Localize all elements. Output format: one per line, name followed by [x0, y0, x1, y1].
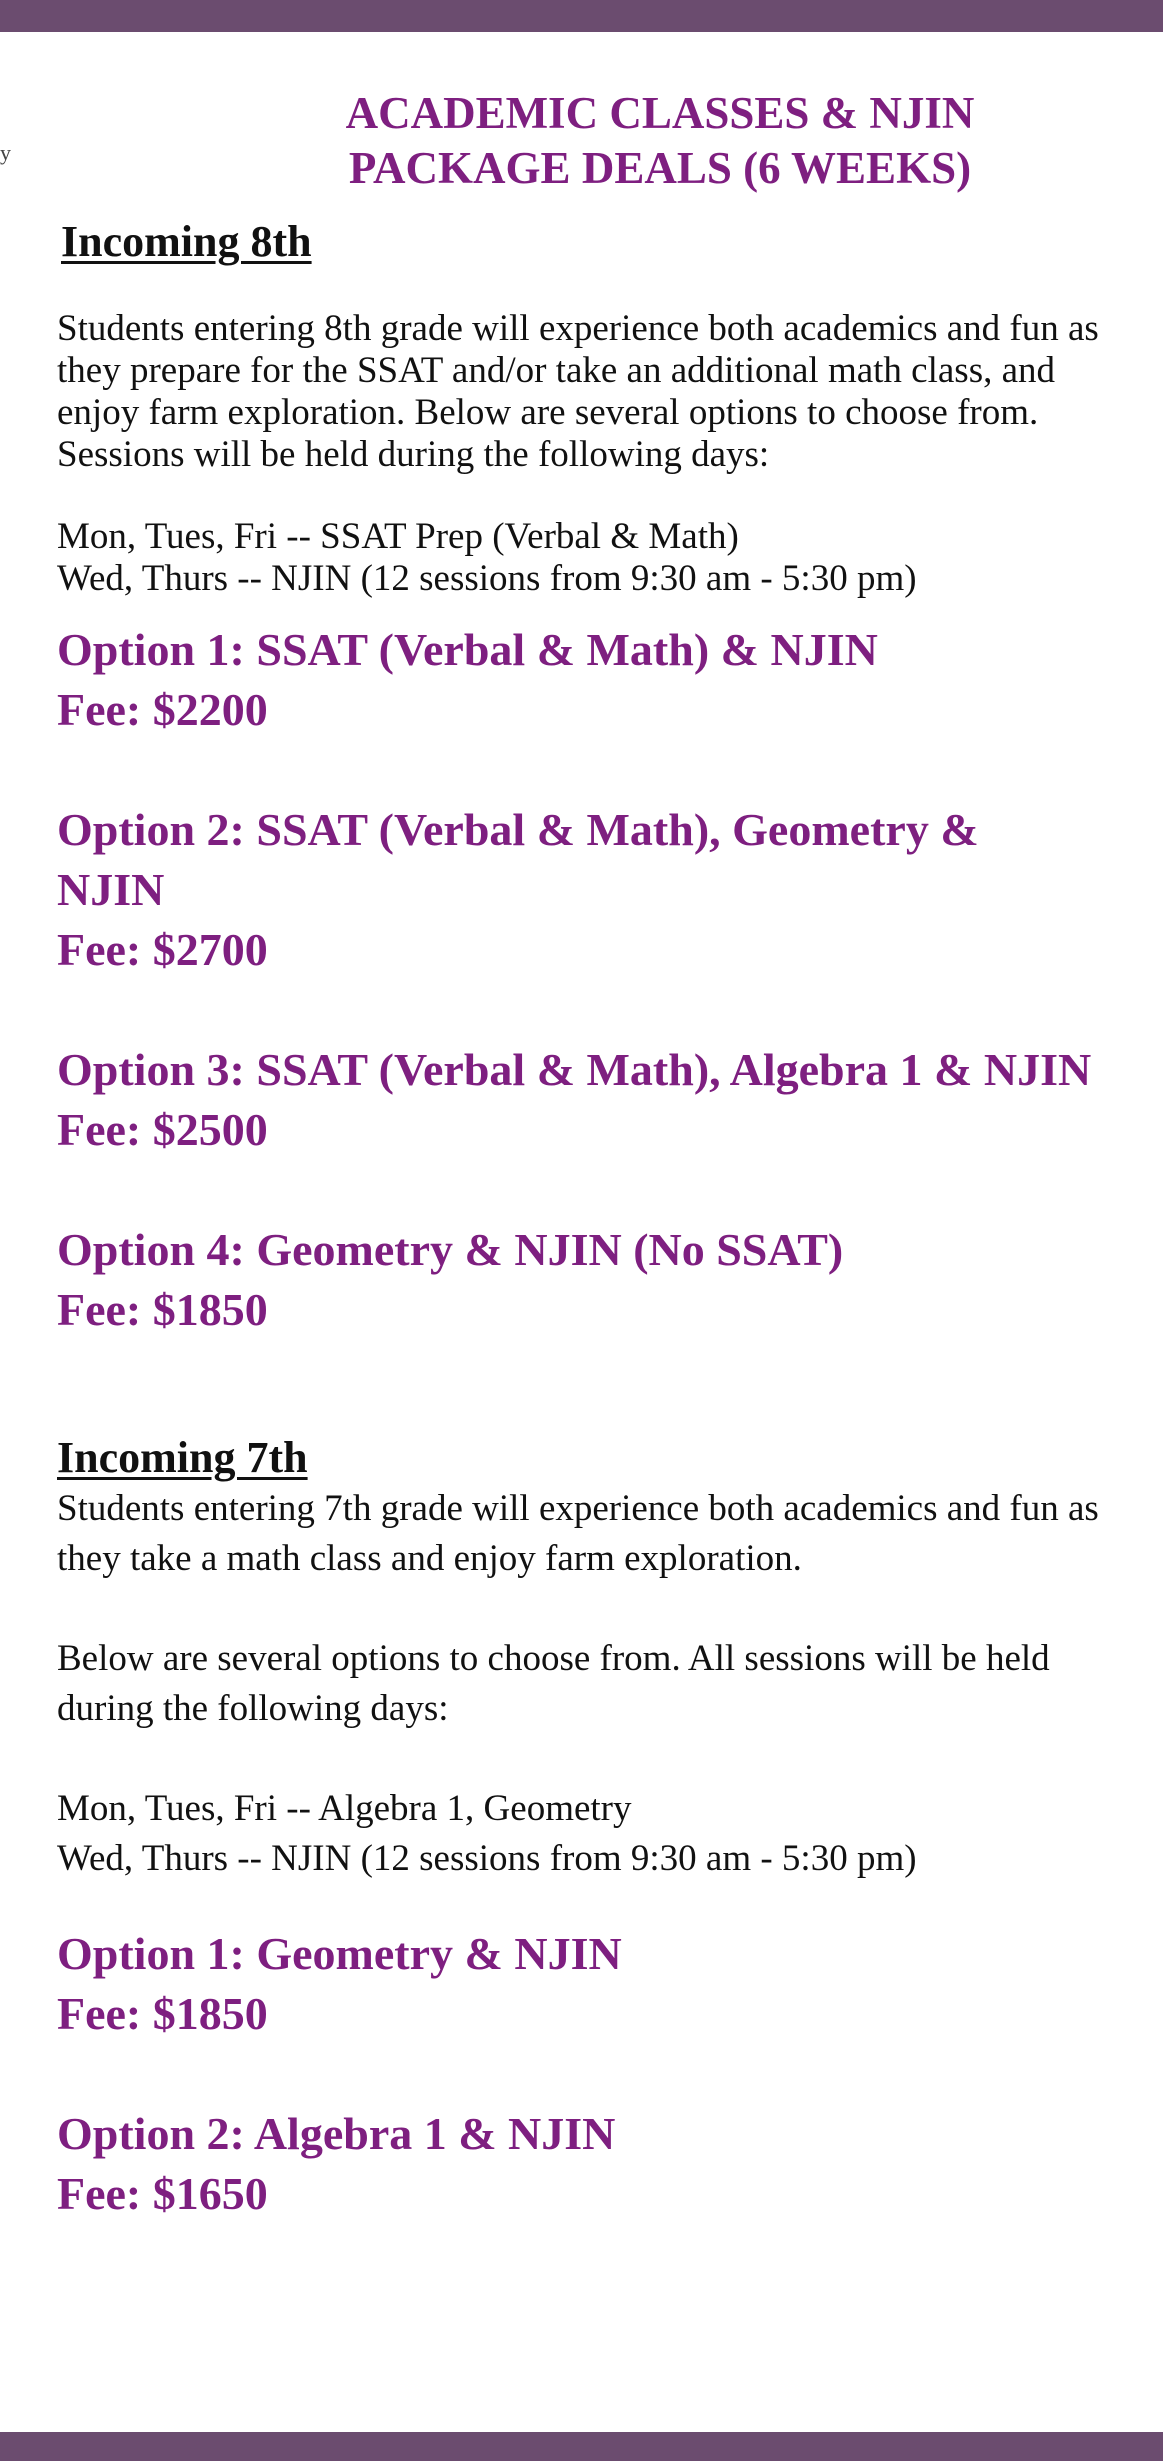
option-name: Option 2: Algebra 1 & NJIN [57, 2108, 616, 2159]
page-title-line-1: ACADEMIC CLASSES & NJIN [345, 88, 975, 138]
grade7-schedule-line-2: Wed, Thurs -- NJIN (12 sessions from 9:30 am - 5:30 pm) [57, 1838, 917, 1879]
option-name: Option 3: SSAT (Verbal & Math), Algebra 1 & NJIN [57, 1044, 1092, 1095]
option-fee: Fee: $1850 [57, 1988, 268, 2039]
grade8-description: Students entering 8th grade will experience both academics and fun as they prepare for the SSAT and/or take an additional math class, and enjoy farm exploration. Below are several options to choose from. Sessions will be held during the following days: [57, 308, 1099, 475]
grade7-option-1 [57, 1924, 1127, 2044]
section-heading-8th: Incoming 8th [61, 217, 312, 266]
grade8-option-4 [57, 1220, 1127, 1340]
grade7-schedule-line-1: Mon, Tues, Fri -- Algebra 1, Geometry [57, 1788, 632, 1829]
grade7-option-2 [57, 2104, 1127, 2224]
grade7-description-2: Below are several options to choose from. All sessions will be held during the following days: [57, 1638, 1050, 1729]
page-title [300, 86, 1020, 196]
edge-mark: y [0, 140, 11, 165]
option-fee: Fee: $2500 [57, 1104, 268, 1155]
option-fee: Fee: $2700 [57, 924, 268, 975]
page-title-line-2: PACKAGE DEALS (6 WEEKS) [348, 143, 972, 193]
page-content [57, 86, 1127, 2224]
grade8-option-1 [57, 620, 1127, 740]
grade7-description: Students entering 7th grade will experience both academics and fun as they take a math class and enjoy farm exploration. [57, 1488, 1099, 1579]
option-fee: Fee: $2200 [57, 684, 268, 735]
option-fee: Fee: $1650 [57, 2168, 268, 2219]
option-name: Option 4: Geometry & NJIN (No SSAT) [57, 1224, 844, 1275]
top-border-bar [0, 0, 1163, 32]
grade8-schedule-line-2: Wed, Thurs -- NJIN (12 sessions from 9:30 am - 5:30 pm) [57, 558, 917, 599]
option-name: Option 2: SSAT (Verbal & Math), Geometry & NJIN [57, 804, 979, 915]
grade7-schedule [57, 1784, 1127, 1884]
option-fee: Fee: $1850 [57, 1284, 268, 1335]
grade8-schedule [57, 516, 1127, 600]
section-heading-7th: Incoming 7th [57, 1433, 308, 1482]
grade8-option-2 [57, 800, 1127, 980]
grade8-option-3 [57, 1040, 1127, 1160]
option-name: Option 1: Geometry & NJIN [57, 1928, 622, 1979]
bottom-border-bar [0, 2432, 1163, 2461]
grade8-schedule-line-1: Mon, Tues, Fri -- SSAT Prep (Verbal & Math) [57, 516, 739, 557]
option-name: Option 1: SSAT (Verbal & Math) & NJIN [57, 624, 878, 675]
